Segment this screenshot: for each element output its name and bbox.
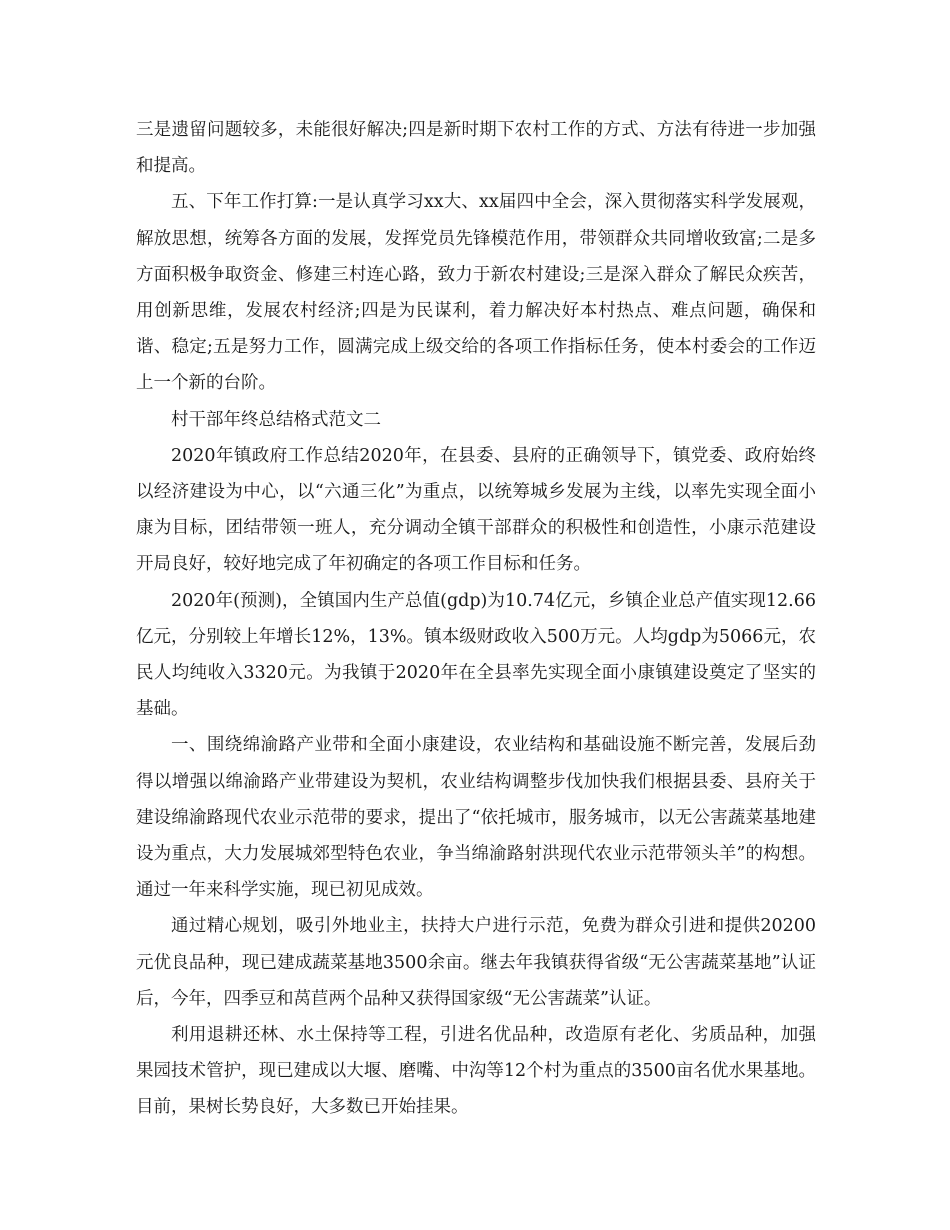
document-body bbox=[136, 112, 816, 1126]
paragraph-continuation: 三是遗留问题较多，未能很好解决;四是新时期下农村工作的方式、方法有待进一步加强和提高。 bbox=[136, 120, 816, 177]
paragraph-vegetable-base: 通过精心规划，吸引外地业主，扶持大户进行示范，免费为群众引进和提供20200元优良品种，现已建成蔬菜基地3500余亩。继去年我镇获得省级“无公害蔬菜基地”认证后，今年，四季豆和莴苣两个品种又获得国家级“无公害蔬菜”认证。 bbox=[136, 916, 816, 1009]
paragraph-agriculture-structure: 一、围绕绵渝路产业带和全面小康建设，农业结构和基础设施不断完善，发展后劲得以增强以绵渝路产业带建设为契机，农业结构调整步伐加快我们根据县委、县府关于建设绵渝路现代农业示范带的要求，提出了“依托城市，服务城市，以无公害蔬菜基地建设为重点，大力发展城郊型特色农业，争当绵渝路射洪现代农业示范带领头羊”的构想。通过一年来科学实施，现已初见成效。 bbox=[136, 735, 816, 901]
paragraph-fruit-base: 利用退耕还林、水土保持等工程，引进名优品种，改造原有老化、劣质品种，加强果园技术管护，现已建成以大堰、磨嘴、中沟等12个村为重点的3500亩名优水果基地。目前，果树长势良好，大多数已开始挂果。 bbox=[136, 1025, 816, 1118]
section-heading: 村干部年终总结格式范文二 bbox=[171, 409, 381, 430]
paragraph-economic-figures: 2020年(预测)，全镇国内生产总值(gdp)为10.74亿元，乡镇企业总产值实现12.66亿元，分别较上年增长12%，13%。镇本级财政收入500万元。人均gdp为5066元，农民人均纯收入3320元。为我镇于2020年在全县率先实现全面小康镇建设奠定了坚实的基础。 bbox=[136, 590, 816, 720]
paragraph-next-year-plan: 五、下年工作打算:一是认真学习xx大、xx届四中全会，深入贯彻落实科学发展观，解放思想，统筹各方面的发展，发挥党员先锋模范作用，带领群众共同增收致富;二是多方面积极争取资金、修建三村连心路，致力于新农村建设;三是深入群众了解民众疾苦，用创新思维，发展农村经济;四是为民谋利，着力解决好本村热点、难点问题，确保和谐、稳定;五是努力工作，圆满完成上级交给的各项工作指标任务，使本村委会的工作迈上一个新的台阶。 bbox=[136, 192, 816, 394]
paragraph-summary-intro: 2020年镇政府工作总结2020年，在县委、县府的正确领导下，镇党委、政府始终以经济建设为中心，以“六通三化”为重点，以统筹城乡发展为主线，以率先实现全面小康为目标，团结带领一班人，充分调动全镇干部群众的积极性和创造性，小康示范建设开局良好，较好地完成了年初确定的各项工作目标和任务。 bbox=[136, 445, 816, 575]
